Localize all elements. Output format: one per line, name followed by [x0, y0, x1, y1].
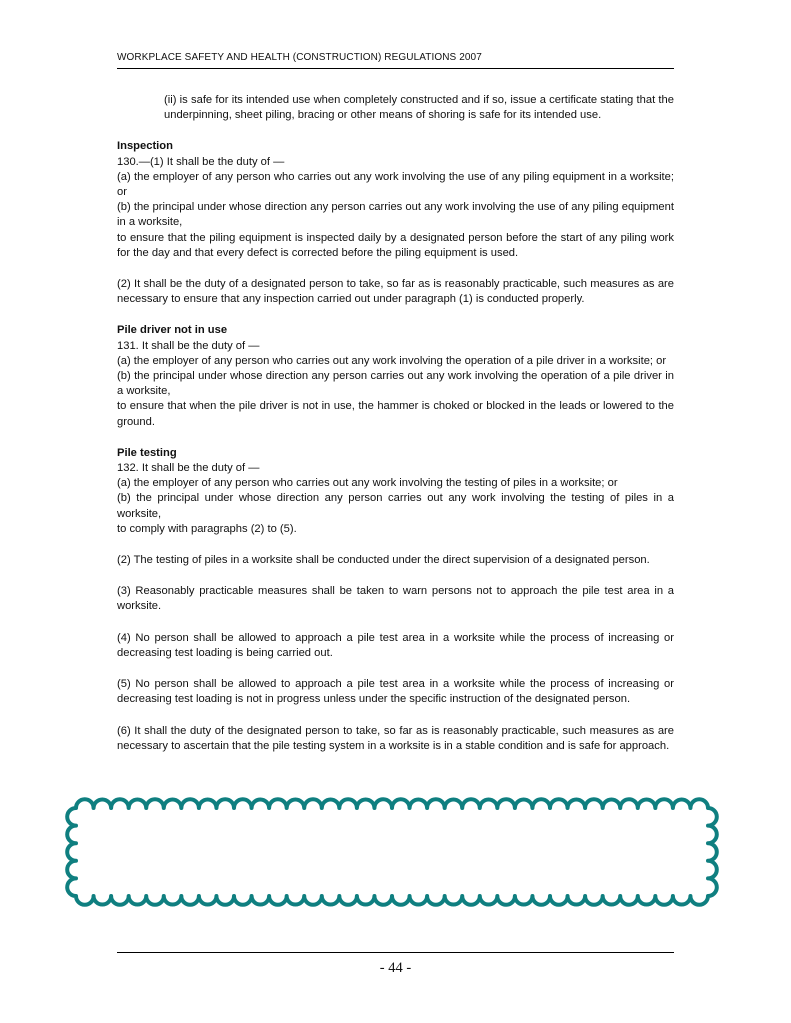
regulation-131-item-b: (b) the principal under whose direction any person carries out any work involving the operation of a pile driver in a worksite,	[117, 370, 674, 398]
footer-rule	[117, 952, 674, 953]
regulation-132-paragraph-4: (4) No person shall be allowed to approach a pile test area in a worksite while the process of increasing or decreasing test loading is being carried out.	[117, 631, 674, 659]
regulation-131-tail: to ensure that when the pile driver is not in use, the hammer is choked or blocked in the leads or lowered to the ground.	[117, 400, 674, 428]
regulation-132-paragraph-5: (5) No person shall be allowed to approach a pile test area in a worksite while the process of increasing or decreasing test loading is not in progress unless under the specific instruction of the designated person.	[117, 678, 674, 706]
regulation-132-paragraph-2: (2) The testing of piles in a worksite shall be conducted under the direct supervision of a designated person.	[117, 554, 650, 567]
regulation-131-intro: 131. It shall be the duty of —	[117, 339, 260, 352]
regulation-132-tail: to comply with paragraphs (2) to (5).	[117, 522, 297, 535]
regulation-132-paragraph-6: (6) It shall the duty of the designated person to take, so far as is reasonably practicable, such measures as are necessary to ascertain that the pile testing system in a worksite is in a stable condition and is safe for approach.	[117, 724, 674, 752]
section-heading-pile-testing: Pile testing	[117, 446, 177, 459]
regulation-131-item-a: (a) the employer of any person who carries out any work involving the operation of a pile driver in a worksite; or	[117, 354, 667, 367]
header-rule	[117, 68, 674, 69]
running-header: WORKPLACE SAFETY AND HEALTH (CONSTRUCTION) REGULATIONS 2007	[117, 52, 482, 63]
section-heading-inspection: Inspection	[117, 140, 173, 153]
regulation-130-item-b: (b) the principal under whose direction any person carries out any work involving the use of any piling equipment in a worksite,	[117, 201, 674, 229]
section-heading-pile-driver: Pile driver not in use	[117, 324, 228, 337]
regulation-130-tail: to ensure that the piling equipment is inspected daily by a designated person before the start of any piling work for the day and that every defect is corrected before the piling equipment is used.	[117, 231, 674, 259]
continuation-paragraph: (ii) is safe for its intended use when completely constructed and if so, issue a certificate stating that the underpinning, sheet piling, bracing or other means of shoring is safe for its intended use.	[164, 94, 674, 122]
regulation-130-item-a: (a) the employer of any person who carries out any work involving the use of any piling equipment in a worksite; or	[117, 170, 674, 199]
regulation-130-intro: 130.—(1) It shall be the duty of —	[117, 155, 285, 168]
regulation-130-paragraph-2: (2) It shall be the duty of a designated person to take, so far as is reasonably practicable, such measures as are necessary to ensure that any inspection carried out under paragraph (1) is conducted properly.	[117, 278, 674, 306]
cloud-annotation-outline	[67, 799, 717, 905]
regulation-132-item-a: (a) the employer of any person who carries out any work involving the testing of piles in a worksite; or	[117, 477, 618, 490]
regulation-132-paragraph-3: (3) Reasonably practicable measures shall be taken to warn persons not to approach the pile test area in a worksite.	[117, 585, 674, 613]
page-number: - 44 -	[379, 960, 412, 976]
regulation-132-item-b: (b) the principal under whose direction any person carries out any work involving the testing of piles in a worksite,	[117, 492, 674, 520]
cloud-annotation[interactable]	[64, 796, 720, 908]
document-body	[117, 93, 674, 754]
regulation-132-intro: 132. It shall be the duty of —	[117, 462, 260, 475]
